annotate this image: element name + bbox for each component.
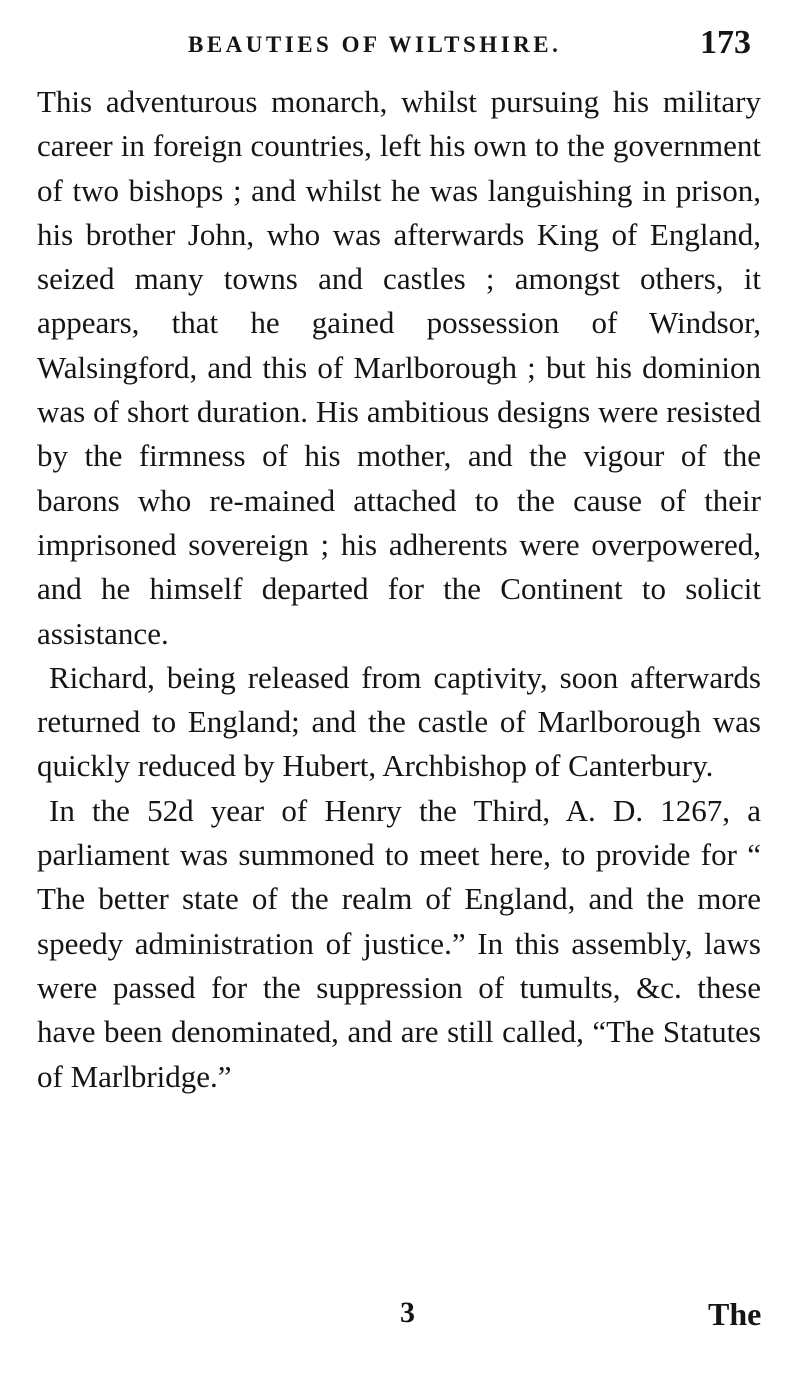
page-header bbox=[0, 22, 800, 70]
catchword: The bbox=[708, 1296, 762, 1332]
page-footer bbox=[0, 1296, 800, 1340]
body-text bbox=[37, 80, 761, 1099]
page-number: 173 bbox=[700, 24, 751, 61]
signature-mark: 3 bbox=[400, 1296, 415, 1329]
running-title: BEAUTIES OF WILTSHIRE. bbox=[188, 32, 562, 57]
paragraph: In the 52d year of Henry the Third, A. D. 1267, a parliament was summoned to meet here, to provide for “ The better state of the realm of England, and the more speedy administration of justice.” In this assembly, laws were passed for the suppression of tumults, &c. these have been denominated, and are still called, “The Statutes of Marlbridge.” bbox=[37, 792, 761, 1094]
paragraph: This adventurous monarch, whilst pursuing his military career in foreign countries, left his own to the government of two bishops ; and whilst he was languishing in prison, his brother John, who was afterwards King of England, seized many towns and castles ; amongst others, it appears, that he gained possession of Windsor, Walsingford, and this of Marlborough ; but his dominion was of short duration. His ambitious designs were resisted by the firmness of his mother, and the vigour of the barons who re-mained attached to the cause of their imprisoned sovereign ; his adherents were overpowered, and he himself departed for the Continent to solicit assistance. bbox=[37, 84, 761, 651]
paragraph: Richard, being released from captivity, soon afterwards returned to England; and the castle of Marlborough was quickly reduced by Hubert, Archbishop of Canterbury. bbox=[37, 659, 761, 784]
